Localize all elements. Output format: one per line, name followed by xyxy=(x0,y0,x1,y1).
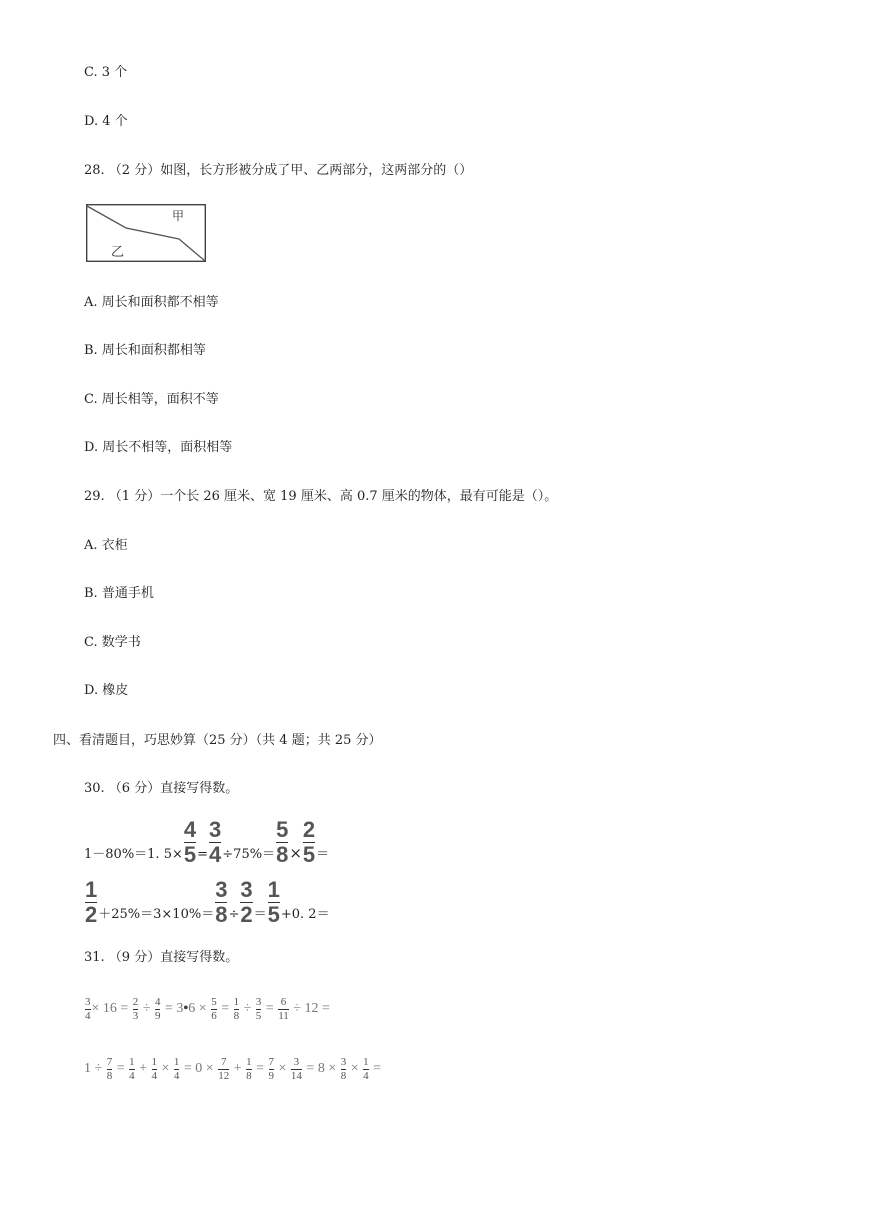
fraction: $\frac{1}{4}$ xyxy=(363,1055,369,1082)
q30-stem: 30. （6 分）直接写得数。 xyxy=(84,781,239,796)
q29-option-a: A. 衣柜 xyxy=(84,538,128,553)
q29-option-b: B. 普通手机 xyxy=(84,586,154,601)
q28-stem: 28. （2 分）如图，长方形被分成了甲、乙两部分，这两部分的（） xyxy=(84,163,473,178)
expr-text: = xyxy=(217,1001,233,1016)
expr-text: × 16 = xyxy=(91,1001,132,1016)
expr-text: = 0 × xyxy=(180,1061,218,1076)
fraction: $\frac{3}{14}$ xyxy=(290,1055,302,1082)
label-yi: 乙 xyxy=(111,245,125,260)
q30-row-1 xyxy=(84,816,329,868)
expr-text: ＝ xyxy=(253,907,267,922)
q28-option-c: C. 周长相等，面积不等 xyxy=(84,392,219,407)
q28-option-a: A. 周长和面积都不相等 xyxy=(84,295,219,310)
fraction: $\frac{7}{12}$ xyxy=(218,1055,230,1082)
q30-row-2 xyxy=(84,876,330,928)
expr-text: ÷ xyxy=(228,907,240,922)
expr-text: ＋25%＝3×10%＝ xyxy=(98,907,215,922)
expr-text: ÷75%＝ xyxy=(222,847,276,862)
expr-text: + xyxy=(230,1061,246,1076)
fraction: $\frac{3}{5}$ xyxy=(255,995,262,1022)
fraction: $\frac{3}{8}$ xyxy=(340,1055,347,1082)
q29-option-c: C. 数学书 xyxy=(84,635,141,650)
expr-text: × xyxy=(347,1061,363,1076)
fraction: $\frac{7}{8}$ xyxy=(106,1055,113,1082)
expr-text: ÷ xyxy=(139,1001,154,1016)
dividing-line xyxy=(87,206,205,261)
fraction: $\frac{1}{8}$ xyxy=(233,995,240,1022)
expr-text: ÷ xyxy=(240,1001,255,1016)
expr-text: = 3 xyxy=(161,1001,184,1016)
expr-text: + xyxy=(135,1061,151,1076)
fraction: $\frac{3}{4}$ xyxy=(85,995,91,1022)
label-jia: 甲 xyxy=(172,209,185,223)
expr-text: +0. 2＝ xyxy=(280,907,330,922)
expr-text: ＝ xyxy=(316,847,330,862)
expr-text: = xyxy=(113,1061,129,1076)
expr-text: 1 ÷ xyxy=(84,1061,106,1076)
fraction: $\frac{1}{8}$ xyxy=(246,1055,252,1082)
fraction: $\frac{2}{5}$ xyxy=(302,816,316,867)
expr-text: × xyxy=(289,844,302,862)
fraction: $\frac{1}{4}$ xyxy=(151,1055,157,1082)
fraction: $\frac{4}{9}$ xyxy=(154,995,161,1022)
expr-text: × xyxy=(158,1061,173,1076)
fraction: $\frac{7}{9}$ xyxy=(268,1055,275,1082)
section-4-heading: 四、看清题目，巧思妙算（25 分）（共 4 题；共 25 分） xyxy=(53,733,382,748)
fraction: $\frac{3}{4}$ xyxy=(209,816,222,867)
q29-stem: 29. （1 分）一个长 26 厘米、宽 19 厘米、高 0.7 厘米的物体，最有可能是（）。 xyxy=(84,489,558,504)
fraction: $\frac{5}{8}$ xyxy=(276,816,289,867)
expr-text: = xyxy=(252,1061,268,1076)
expr-text: = xyxy=(369,1061,382,1076)
q27-option-d: D. 4 个 xyxy=(84,114,128,129)
fraction: $\frac{1}{5}$ xyxy=(267,876,280,927)
expr-text: = xyxy=(262,1001,278,1016)
expr-text: ÷ 12 = xyxy=(289,1001,330,1016)
rectangle-figure xyxy=(86,204,206,262)
q29-option-d: D. 橡皮 xyxy=(84,683,129,698)
q28-option-d: D. 周长不相等，面积相等 xyxy=(84,440,233,455)
q31-row-2 xyxy=(84,1054,381,1084)
q27-option-c: C. 3 个 xyxy=(84,65,128,80)
fraction: $\frac{4}{5}$ xyxy=(183,816,197,867)
decimal-dot: • xyxy=(183,1001,189,1016)
expr-text: = 8 × xyxy=(302,1061,340,1076)
fraction: $\frac{3}{2}$ xyxy=(240,876,253,927)
expr-text: × xyxy=(275,1061,290,1076)
expr-text: 1－80%＝1. 5× xyxy=(84,847,183,862)
expr-text: 6 × xyxy=(188,1001,211,1016)
fraction: $\frac{2}{3}$ xyxy=(132,995,139,1022)
fraction: $\frac{3}{8}$ xyxy=(215,876,228,927)
fraction: $\frac{1}{4}$ xyxy=(173,1055,180,1082)
fraction: $\frac{5}{6}$ xyxy=(211,995,217,1022)
fraction: $\frac{1}{4}$ xyxy=(129,1055,135,1082)
q28-option-b: B. 周长和面积都相等 xyxy=(84,343,206,358)
expr-text: = xyxy=(197,847,209,862)
q31-row-1 xyxy=(84,994,330,1024)
rectangle-outline xyxy=(87,205,206,262)
q31-stem: 31. （9 分）直接写得数。 xyxy=(84,950,239,965)
fraction: $\frac{1}{2}$ xyxy=(85,876,98,927)
fraction: $\frac{6}{11}$ xyxy=(278,995,289,1022)
